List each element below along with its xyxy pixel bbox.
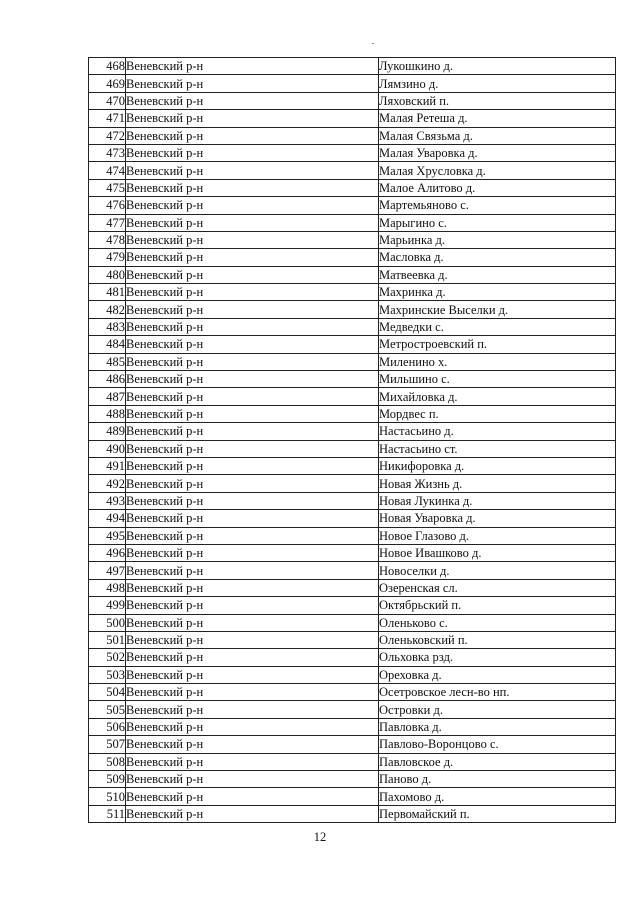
- settlement-cell: Мильшино с.: [379, 371, 616, 388]
- table-row: [89, 562, 616, 579]
- district-cell: Веневский р-н: [126, 718, 379, 735]
- row-number-cell: 471: [89, 110, 126, 127]
- table-row: [89, 423, 616, 440]
- table-row: [89, 718, 616, 735]
- table-row: [89, 788, 616, 805]
- settlement-cell: Малая Хрусловка д.: [379, 162, 616, 179]
- row-number-cell: 510: [89, 788, 126, 805]
- district-cell: Веневский р-н: [126, 544, 379, 561]
- settlement-cell: Ляховский п.: [379, 92, 616, 109]
- settlement-cell: Павловка д.: [379, 718, 616, 735]
- table-row: [89, 649, 616, 666]
- settlement-cell: Марьинка д.: [379, 231, 616, 248]
- table-row: [89, 579, 616, 596]
- table-row: [89, 440, 616, 457]
- district-cell: Веневский р-н: [126, 214, 379, 231]
- district-cell: Веневский р-н: [126, 597, 379, 614]
- settlement-cell: Никифоровка д.: [379, 457, 616, 474]
- settlement-cell: Махринские Выселки д.: [379, 301, 616, 318]
- district-cell: Веневский р-н: [126, 266, 379, 283]
- table-row: [89, 631, 616, 648]
- district-cell: Веневский р-н: [126, 736, 379, 753]
- settlement-cell: Малая Ретеша д.: [379, 110, 616, 127]
- district-cell: Веневский р-н: [126, 301, 379, 318]
- table-row: [89, 318, 616, 335]
- settlement-cell: Махринка д.: [379, 284, 616, 301]
- district-cell: Веневский р-н: [126, 684, 379, 701]
- row-number-cell: 472: [89, 127, 126, 144]
- district-cell: Веневский р-н: [126, 423, 379, 440]
- row-number-cell: 489: [89, 423, 126, 440]
- row-number-cell: 478: [89, 231, 126, 248]
- settlement-cell: Мартемьяново с.: [379, 197, 616, 214]
- district-cell: Веневский р-н: [126, 701, 379, 718]
- settlement-cell: Михайловка д.: [379, 388, 616, 405]
- district-cell: Веневский р-н: [126, 318, 379, 335]
- table-row: [89, 753, 616, 770]
- row-number-cell: 493: [89, 492, 126, 509]
- district-cell: Веневский р-н: [126, 92, 379, 109]
- settlement-cell: Ольховка рзд.: [379, 649, 616, 666]
- row-number-cell: 486: [89, 371, 126, 388]
- row-number-cell: 468: [89, 58, 126, 75]
- table-row: [89, 249, 616, 266]
- settlement-cell: Лямзино д.: [379, 75, 616, 92]
- table-row: [89, 301, 616, 318]
- row-number-cell: 507: [89, 736, 126, 753]
- table-row: [89, 127, 616, 144]
- table-row: [89, 197, 616, 214]
- settlement-cell: Павлово-Воронцово с.: [379, 736, 616, 753]
- row-number-cell: 483: [89, 318, 126, 335]
- district-cell: Веневский р-н: [126, 527, 379, 544]
- row-number-cell: 497: [89, 562, 126, 579]
- district-cell: Веневский р-н: [126, 75, 379, 92]
- table-row: [89, 597, 616, 614]
- district-cell: Веневский р-н: [126, 753, 379, 770]
- district-cell: Веневский р-н: [126, 666, 379, 683]
- district-cell: Веневский р-н: [126, 179, 379, 196]
- table-row: [89, 475, 616, 492]
- district-cell: Веневский р-н: [126, 649, 379, 666]
- table-row: [89, 492, 616, 509]
- settlement-cell: Мордвес п.: [379, 405, 616, 422]
- district-cell: Веневский р-н: [126, 249, 379, 266]
- row-number-cell: 494: [89, 510, 126, 527]
- row-number-cell: 473: [89, 144, 126, 161]
- settlement-cell: Новое Ивашково д.: [379, 544, 616, 561]
- table-row: [89, 371, 616, 388]
- district-cell: Веневский р-н: [126, 440, 379, 457]
- row-number-cell: 482: [89, 301, 126, 318]
- row-number-cell: 498: [89, 579, 126, 596]
- row-number-cell: 500: [89, 614, 126, 631]
- row-number-cell: 502: [89, 649, 126, 666]
- row-number-cell: 488: [89, 405, 126, 422]
- table-row: [89, 92, 616, 109]
- settlement-cell: Метростроевский п.: [379, 336, 616, 353]
- settlement-cell: Малая Уваровка д.: [379, 144, 616, 161]
- district-cell: Веневский р-н: [126, 475, 379, 492]
- row-number-cell: 484: [89, 336, 126, 353]
- row-number-cell: 495: [89, 527, 126, 544]
- settlement-cell: Оленьковский п.: [379, 631, 616, 648]
- table-row: [89, 527, 616, 544]
- table-row: [89, 805, 616, 822]
- row-number-cell: 469: [89, 75, 126, 92]
- district-cell: Веневский р-н: [126, 457, 379, 474]
- table-row: [89, 353, 616, 370]
- settlement-cell: Малая Связьма д.: [379, 127, 616, 144]
- district-cell: Веневский р-н: [126, 788, 379, 805]
- district-cell: Веневский р-н: [126, 562, 379, 579]
- table-row: [89, 58, 616, 75]
- row-number-cell: 496: [89, 544, 126, 561]
- table-row: [89, 405, 616, 422]
- district-cell: Веневский р-н: [126, 771, 379, 788]
- table-row: [89, 736, 616, 753]
- row-number-cell: 485: [89, 353, 126, 370]
- settlement-cell: Новая Лукинка д.: [379, 492, 616, 509]
- row-number-cell: 501: [89, 631, 126, 648]
- row-number-cell: 505: [89, 701, 126, 718]
- settlements-table: [88, 57, 616, 823]
- settlement-cell: Пахомово д.: [379, 788, 616, 805]
- settlement-cell: Настасьино ст.: [379, 440, 616, 457]
- district-cell: Веневский р-н: [126, 805, 379, 822]
- district-cell: Веневский р-н: [126, 284, 379, 301]
- table-row: [89, 231, 616, 248]
- settlement-cell: Новая Уваровка д.: [379, 510, 616, 527]
- settlement-cell: Оленьково с.: [379, 614, 616, 631]
- district-cell: Веневский р-н: [126, 614, 379, 631]
- table-row: [89, 701, 616, 718]
- district-cell: Веневский р-н: [126, 631, 379, 648]
- table-row: [89, 110, 616, 127]
- district-cell: Веневский р-н: [126, 492, 379, 509]
- page-number: 12: [313, 830, 327, 844]
- settlement-cell: Осетровское лесн-во нп.: [379, 684, 616, 701]
- district-cell: Веневский р-н: [126, 144, 379, 161]
- table-row: [89, 336, 616, 353]
- table-row: [89, 162, 616, 179]
- table-row: [89, 144, 616, 161]
- district-cell: Веневский р-н: [126, 336, 379, 353]
- row-number-cell: 479: [89, 249, 126, 266]
- table-row: [89, 266, 616, 283]
- row-number-cell: 509: [89, 771, 126, 788]
- table-row: [89, 457, 616, 474]
- row-number-cell: 504: [89, 684, 126, 701]
- settlement-cell: Озеренская сл.: [379, 579, 616, 596]
- district-cell: Веневский р-н: [126, 388, 379, 405]
- table-row: [89, 684, 616, 701]
- table-row: [89, 284, 616, 301]
- row-number-cell: 511: [89, 805, 126, 822]
- table-row: [89, 510, 616, 527]
- settlement-cell: Октябрьский п.: [379, 597, 616, 614]
- settlement-cell: Настасьино д.: [379, 423, 616, 440]
- row-number-cell: 477: [89, 214, 126, 231]
- settlement-cell: Медведки с.: [379, 318, 616, 335]
- row-number-cell: 481: [89, 284, 126, 301]
- district-cell: Веневский р-н: [126, 579, 379, 596]
- district-cell: Веневский р-н: [126, 162, 379, 179]
- settlement-cell: Малое Алитово д.: [379, 179, 616, 196]
- table-row: [89, 544, 616, 561]
- row-number-cell: 506: [89, 718, 126, 735]
- settlement-cell: Масловка д.: [379, 249, 616, 266]
- row-number-cell: 480: [89, 266, 126, 283]
- district-cell: Веневский р-н: [126, 353, 379, 370]
- scan-speck: [372, 43, 374, 44]
- row-number-cell: 475: [89, 179, 126, 196]
- table-row: [89, 771, 616, 788]
- settlement-cell: Лукошкино д.: [379, 58, 616, 75]
- table-row: [89, 179, 616, 196]
- row-number-cell: 491: [89, 457, 126, 474]
- settlement-cell: Марыгино с.: [379, 214, 616, 231]
- row-number-cell: 470: [89, 92, 126, 109]
- district-cell: Веневский р-н: [126, 110, 379, 127]
- row-number-cell: 503: [89, 666, 126, 683]
- settlement-cell: Новоселки д.: [379, 562, 616, 579]
- settlement-cell: Паново д.: [379, 771, 616, 788]
- row-number-cell: 476: [89, 197, 126, 214]
- settlements-table-body: [89, 58, 616, 823]
- settlement-cell: Миленино х.: [379, 353, 616, 370]
- settlement-cell: Ореховка д.: [379, 666, 616, 683]
- district-cell: Веневский р-н: [126, 371, 379, 388]
- row-number-cell: 490: [89, 440, 126, 457]
- row-number-cell: 508: [89, 753, 126, 770]
- table-row: [89, 214, 616, 231]
- settlement-cell: Новая Жизнь д.: [379, 475, 616, 492]
- settlement-cell: Новое Глазово д.: [379, 527, 616, 544]
- row-number-cell: 499: [89, 597, 126, 614]
- settlement-cell: Павловское д.: [379, 753, 616, 770]
- table-row: [89, 666, 616, 683]
- district-cell: Веневский р-н: [126, 197, 379, 214]
- table-row: [89, 75, 616, 92]
- table-row: [89, 388, 616, 405]
- district-cell: Веневский р-н: [126, 231, 379, 248]
- district-cell: Веневский р-н: [126, 405, 379, 422]
- settlement-cell: Первомайский п.: [379, 805, 616, 822]
- settlement-cell: Матвеевка д.: [379, 266, 616, 283]
- row-number-cell: 492: [89, 475, 126, 492]
- table-row: [89, 614, 616, 631]
- row-number-cell: 474: [89, 162, 126, 179]
- row-number-cell: 487: [89, 388, 126, 405]
- settlement-cell: Островки д.: [379, 701, 616, 718]
- district-cell: Веневский р-н: [126, 510, 379, 527]
- district-cell: Веневский р-н: [126, 58, 379, 75]
- district-cell: Веневский р-н: [126, 127, 379, 144]
